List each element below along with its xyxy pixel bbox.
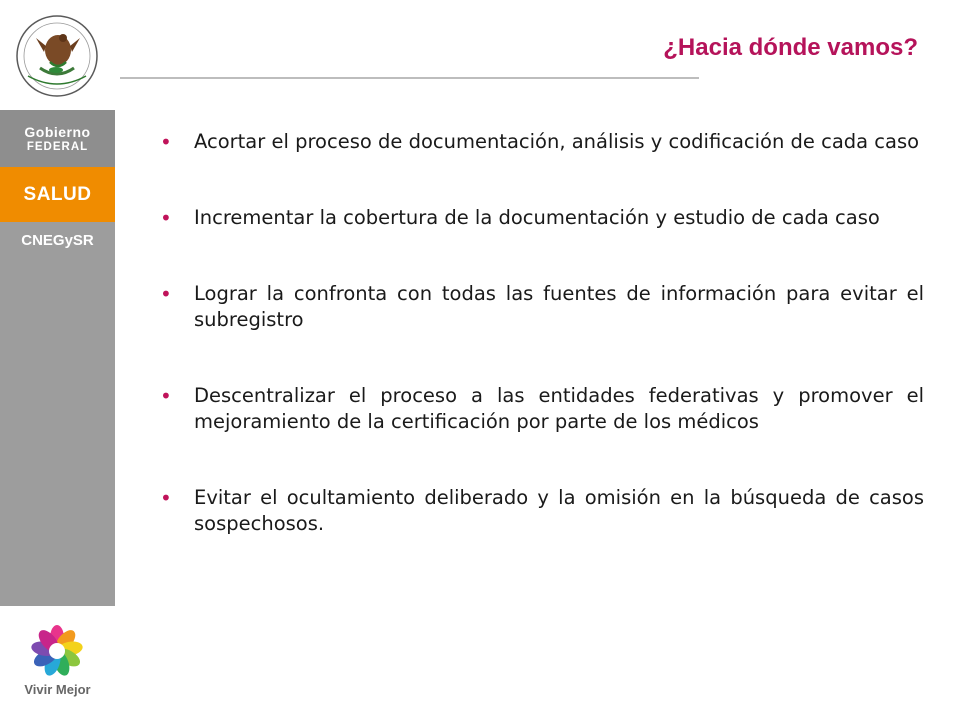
list-item [160, 281, 924, 333]
gobierno-federal-banner [0, 110, 115, 167]
bullet-dot-icon: • [160, 486, 172, 510]
gobierno-label: Gobierno [24, 124, 91, 140]
sidebar [0, 0, 115, 720]
mexico-seal [0, 0, 115, 110]
page-title: ¿Hacia dónde vamos? [663, 34, 918, 61]
bullet-text: Evitar el ocultamiento deliberado y la omisión en la búsqueda de casos sospechosos. [194, 486, 924, 535]
title-divider [120, 77, 699, 79]
vivir-mejor-label: Vivir Mejor [24, 682, 91, 697]
federal-label: FEDERAL [26, 141, 89, 153]
salud-label: SALUD [23, 184, 92, 205]
agency-label: CNEGySR [21, 232, 94, 249]
bullet-dot-icon: • [160, 282, 172, 306]
bullet-dot-icon: • [160, 206, 172, 230]
bullet-text: Descentralizar el proceso a las entidades federativas y promover el mejoramiento de la certificación por parte de los médicos [194, 384, 924, 433]
mexico-coat-of-arms-icon [8, 10, 106, 102]
bullet-text: Lograr la confronta con todas las fuentes de información para evitar el subregistro [194, 282, 924, 331]
sidebar-column [0, 222, 115, 606]
vivir-mejor-logo [0, 606, 115, 720]
bullet-text: Incrementar la cobertura de la documentación y estudio de cada caso [194, 206, 880, 229]
bullet-dot-icon: • [160, 130, 172, 154]
list-item [160, 485, 924, 537]
vivir-mejor-flower-icon [28, 624, 86, 680]
bullet-list [160, 129, 924, 587]
salud-banner [0, 167, 115, 222]
bullet-text: Acortar el proceso de documentación, análisis y codificación de cada caso [194, 130, 920, 153]
list-item [160, 129, 924, 155]
bullet-dot-icon: • [160, 384, 172, 408]
list-item [160, 205, 924, 231]
list-item [160, 383, 924, 435]
